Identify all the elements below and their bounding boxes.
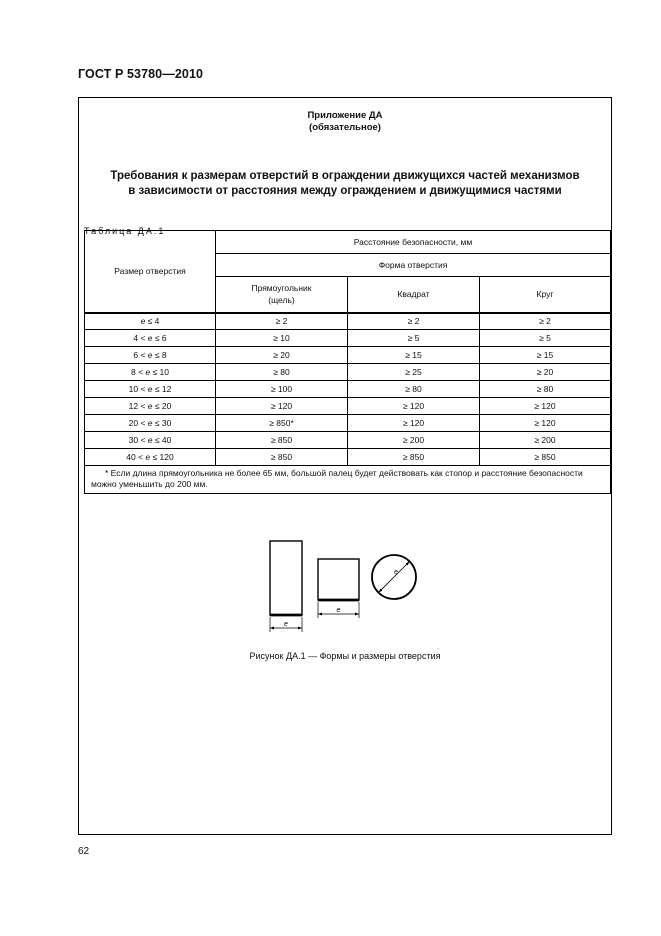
cell-square: ≥ 850 bbox=[348, 449, 480, 466]
cell-rect: ≥ 20 bbox=[216, 347, 348, 364]
shape-rect-line1: Прямоугольник bbox=[251, 283, 312, 294]
cell-size: e ≤ 4 bbox=[85, 313, 216, 330]
cell-size: 8 < e ≤ 10 bbox=[85, 364, 216, 381]
cell-size: 4 < e ≤ 6 bbox=[85, 330, 216, 347]
cell-size: 10 < e ≤ 12 bbox=[85, 381, 216, 398]
cell-circle: ≥ 2 bbox=[480, 313, 611, 330]
cell-square: ≥ 120 bbox=[348, 415, 480, 432]
table-row bbox=[85, 432, 611, 449]
cell-square: ≥ 5 bbox=[348, 330, 480, 347]
square-shape bbox=[318, 559, 359, 618]
cell-circle: ≥ 850 bbox=[480, 449, 611, 466]
circle-dimension-label: e bbox=[394, 569, 398, 576]
cell-size: 6 < e ≤ 8 bbox=[85, 347, 216, 364]
distance-header: Расстояние безопасности, мм bbox=[216, 231, 611, 254]
cell-rect: ≥ 2 bbox=[216, 313, 348, 330]
cell-rect: ≥ 10 bbox=[216, 330, 348, 347]
cell-circle: ≥ 5 bbox=[480, 330, 611, 347]
table-row bbox=[85, 347, 611, 364]
appendix-heading bbox=[79, 110, 611, 134]
cell-size: 30 < e ≤ 40 bbox=[85, 432, 216, 449]
document-code: ГОСТ Р 53780—2010 bbox=[78, 67, 204, 81]
title-line-2: в зависимости от расстояния между ограждением и движущимися частями bbox=[128, 185, 562, 197]
opening-shapes-figure bbox=[269, 538, 419, 638]
table-row bbox=[85, 364, 611, 381]
cell-size: 20 < e ≤ 30 bbox=[85, 415, 216, 432]
table-footnote bbox=[85, 466, 611, 494]
cell-square: ≥ 25 bbox=[348, 364, 480, 381]
table-row bbox=[85, 449, 611, 466]
table-row bbox=[85, 398, 611, 415]
table-row bbox=[85, 415, 611, 432]
page-title bbox=[89, 169, 601, 199]
cell-square: ≥ 200 bbox=[348, 432, 480, 449]
cell-square: ≥ 80 bbox=[348, 381, 480, 398]
table-row bbox=[85, 313, 611, 330]
cell-size: 40 < e ≤ 120 bbox=[85, 449, 216, 466]
table-footnote-row bbox=[85, 466, 611, 494]
appendix-frame bbox=[78, 97, 612, 835]
table-label: Таблица ДА.1 bbox=[84, 226, 166, 236]
cell-rect: ≥ 100 bbox=[216, 381, 348, 398]
cell-circle: ≥ 15 bbox=[480, 347, 611, 364]
square-dimension-label: e bbox=[336, 607, 341, 614]
slot-shape bbox=[270, 541, 302, 632]
shape-rect-header bbox=[216, 277, 348, 313]
cell-rect: ≥ 850* bbox=[216, 415, 348, 432]
col-size-header: Размер отверстия bbox=[85, 231, 216, 313]
shape-square-header: Квадрат bbox=[348, 277, 480, 313]
appendix-title: Приложение ДА bbox=[307, 110, 383, 121]
page-number: 62 bbox=[78, 846, 90, 857]
cell-size: 12 < e ≤ 20 bbox=[85, 398, 216, 415]
title-line-1: Требования к размерам отверстий в ограждении движущихся частей механизмов bbox=[110, 170, 580, 182]
cell-square: ≥ 15 bbox=[348, 347, 480, 364]
cell-square: ≥ 120 bbox=[348, 398, 480, 415]
slot-dimension-label: e bbox=[284, 621, 288, 628]
cell-circle: ≥ 80 bbox=[480, 381, 611, 398]
circle-shape bbox=[372, 555, 416, 599]
figure-caption: Рисунок ДА.1 — Формы и размеры отверстия bbox=[249, 651, 441, 661]
table-row bbox=[85, 381, 611, 398]
footnote-text: * Если длина прямоугольника не более 65 мм, большой палец будет действовать как стопор и расстояние безопасности можно уменьшить до 200 мм. bbox=[91, 468, 583, 489]
cell-circle: ≥ 200 bbox=[480, 432, 611, 449]
shape-rect-line2: (щель) bbox=[268, 295, 295, 306]
cell-circle: ≥ 120 bbox=[480, 398, 611, 415]
shape-header: Форма отверстия bbox=[216, 254, 611, 277]
cell-rect: ≥ 120 bbox=[216, 398, 348, 415]
cell-square: ≥ 2 bbox=[348, 313, 480, 330]
cell-rect: ≥ 850 bbox=[216, 449, 348, 466]
cell-rect: ≥ 850 bbox=[216, 432, 348, 449]
table-header-row bbox=[85, 231, 611, 254]
cell-circle: ≥ 20 bbox=[480, 364, 611, 381]
opening-size-table bbox=[84, 230, 611, 494]
cell-circle: ≥ 120 bbox=[480, 415, 611, 432]
appendix-status: (обязательное) bbox=[309, 122, 381, 133]
shape-circle-header: Круг bbox=[480, 277, 611, 313]
cell-rect: ≥ 80 bbox=[216, 364, 348, 381]
table-row bbox=[85, 330, 611, 347]
